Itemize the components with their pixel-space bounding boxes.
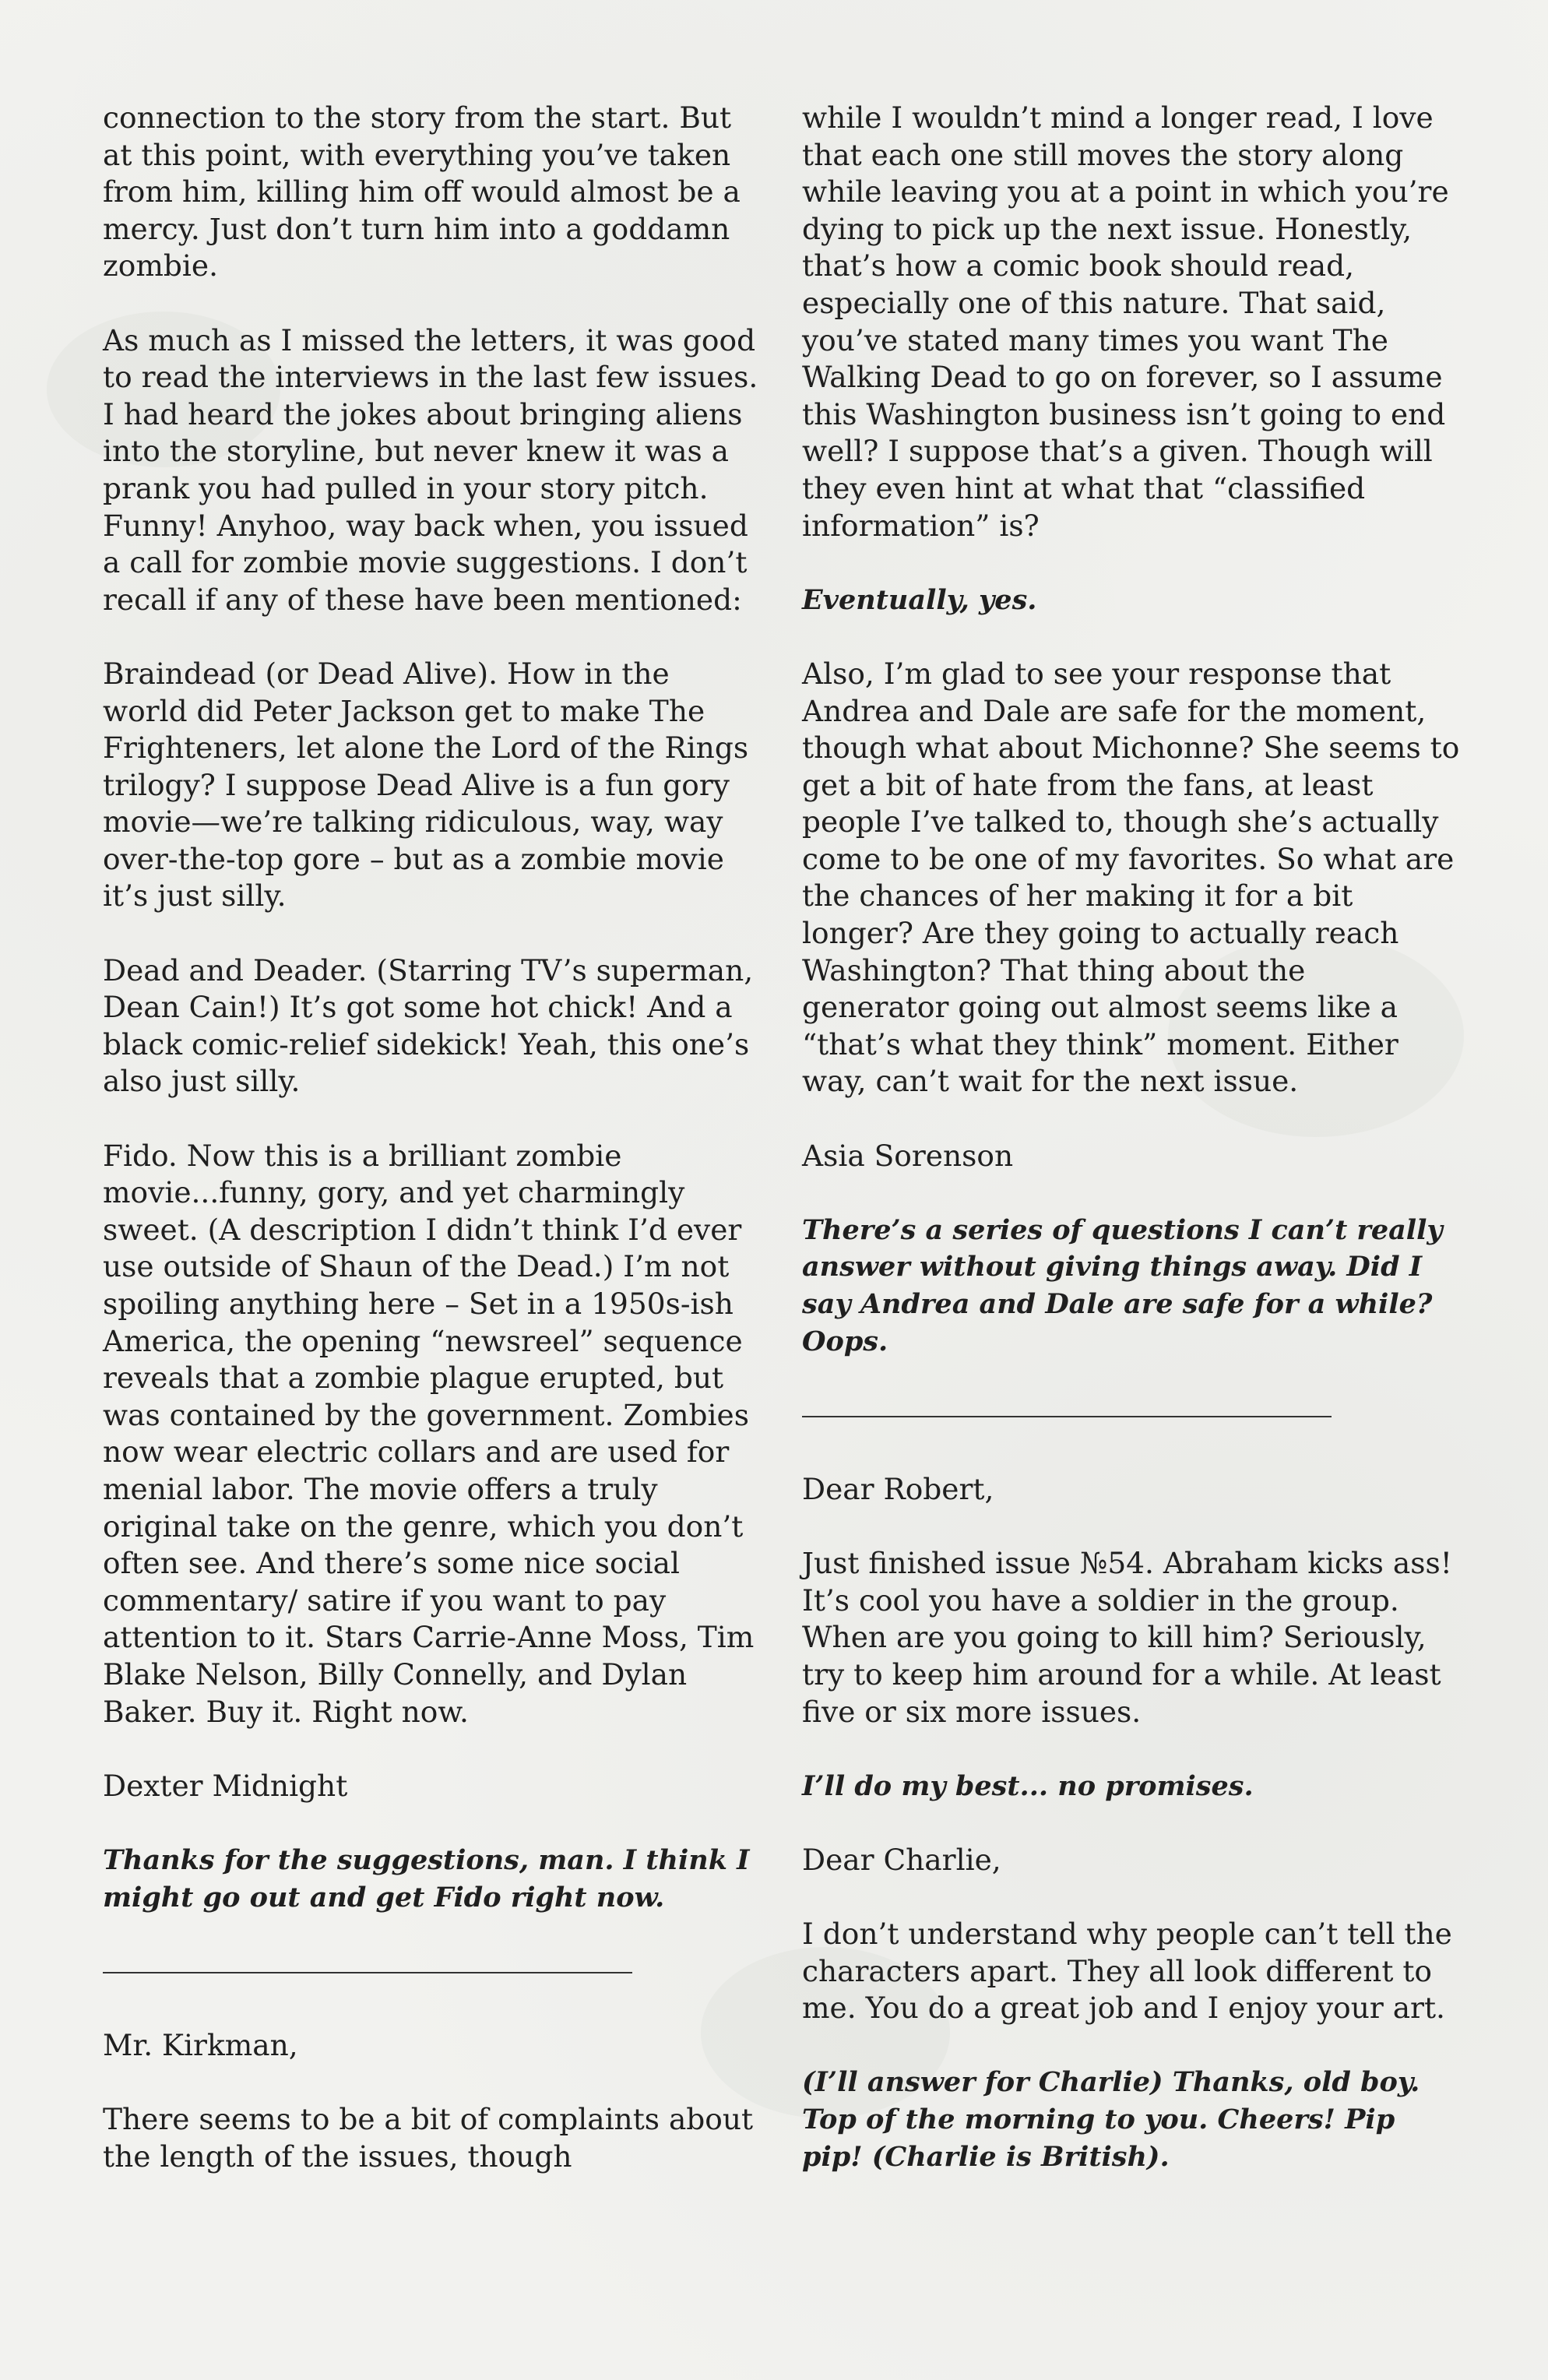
letter-divider [103, 1953, 762, 1991]
letter-salutation: Dear Charlie, [802, 1842, 1001, 1877]
letter-paragraph: Braindead (or Dead Alive). How in the world did Peter Jackson get to make The Frighteners, let alone the Lord of the Rings trilogy? I suppose Dead Alive is a fun gory movie—we’re talking ridiculous, way, way over-the-top gore – but as a zombie movie it’s just silly. [103, 656, 749, 914]
editor-reply: There’s a series of questions I can’t really answer without giving things away. Did I say Andrea and Dale are safe for a while? Oops. [802, 1213, 1443, 1357]
letter-divider [802, 1397, 1461, 1435]
letter-paragraph: connection to the story from the start. But at this point, with everything you’ve taken from him, killing him off would almost be a mercy. Just don’t turn him into a goddamn zombie. [103, 100, 741, 283]
letter-paragraph: As much as I missed the letters, it was good to read the interviews in the last few issues. I had heard the jokes about bringing aliens into the storyline, but never knew it was a prank you had pulled in your story pitch. Funny! Anyhoo, way back when, you issued a call for zombie movie suggestions. I don’t recall if any of these have been mentioned: [103, 322, 758, 617]
letter-salutation: Mr. Kirkman, [103, 2027, 298, 2062]
letter-paragraph: I don’t understand why people can’t tell the characters apart. They all look different to me. You do a great job and I enjoy your art. [802, 1917, 1452, 2026]
letter-signature: Asia Sorenson [802, 1138, 1014, 1173]
letter-paragraph: Fido. Now this is a brilliant zombie movie...funny, gory, and yet charmingly sweet. (A description I didn’t think I’d ever use outside of Shaun of the Dead.) I’m not spoiling anything here – Set in a 1950s-ish America, the opening “newsreel” sequence reveals that a zombie plague erupted, but was contained by the government. Zombies now wear electric collars and are used for menial labor. The movie offers a truly original take on the genre, which you don’t often see. And there’s some nice social commentary/ satire if you want to pay attention to it. Stars Carrie-Anne Moss, Tim Blake Nelson, Billy Connelly, and Dylan Baker. Buy it. Right now. [103, 1138, 755, 1729]
letter-signature: Dexter Midnight [103, 1768, 348, 1803]
letter-paragraph: There seems to be a bit of complaints about the length of the issues, though [103, 2102, 754, 2174]
letter-paragraph: Also, I’m glad to see your response that Andrea and Dale are safe for the moment, though what about Michonne? She seems to get a bit of hate from the fans, at least people I’ve talked to, though she’s actually come to be one of my favorites. So what are the chances of her making it for a bit longer? Are they going to actually reach Washington? That thing about the generator going out almost seems like a “that’s what they think” moment. Either way, can’t wait for the next issue. [802, 656, 1460, 1099]
editor-reply: Eventually, yes. [802, 583, 1037, 616]
editor-reply: I’ll do my best... no promises. [802, 1769, 1254, 1802]
right-column [802, 100, 1461, 2213]
editor-reply: Thanks for the suggestions, man. I think I might go out and get Fido right now. [103, 1843, 750, 1914]
editor-reply: (I’ll answer for Charlie) Thanks, old boy. Top of the morning to you. Cheers! Pip pip! (Charlie is British). [802, 2066, 1420, 2173]
left-column [103, 100, 762, 2213]
letter-salutation: Dear Robert, [802, 1471, 994, 1506]
letter-paragraph: while I wouldn’t mind a longer read, I love that each one still moves the story along while leaving you at a point in which you’re dying to pick up the next issue. Honestly, that’s how a comic book should read, especially one of this nature. That said, you’ve stated many times you want The Walking Dead to go on forever, so I assume this Washington business isn’t going to end well? I suppose that’s a given. Though will they even hint at what that “classified information” is? [802, 100, 1449, 543]
letter-paragraph: Just finished issue №54. Abraham kicks ass! It’s cool you have a soldier in the group. When are you going to kill him? Seriously, try to keep him around for a while. At least five or six more issues. [802, 1546, 1452, 1729]
letter-paragraph: Dead and Deader. (Starring TV’s superman, Dean Cain!) It’s got some hot chick! And a black comic-relief sidekick! Yeah, this one’s also just silly. [103, 952, 754, 1099]
